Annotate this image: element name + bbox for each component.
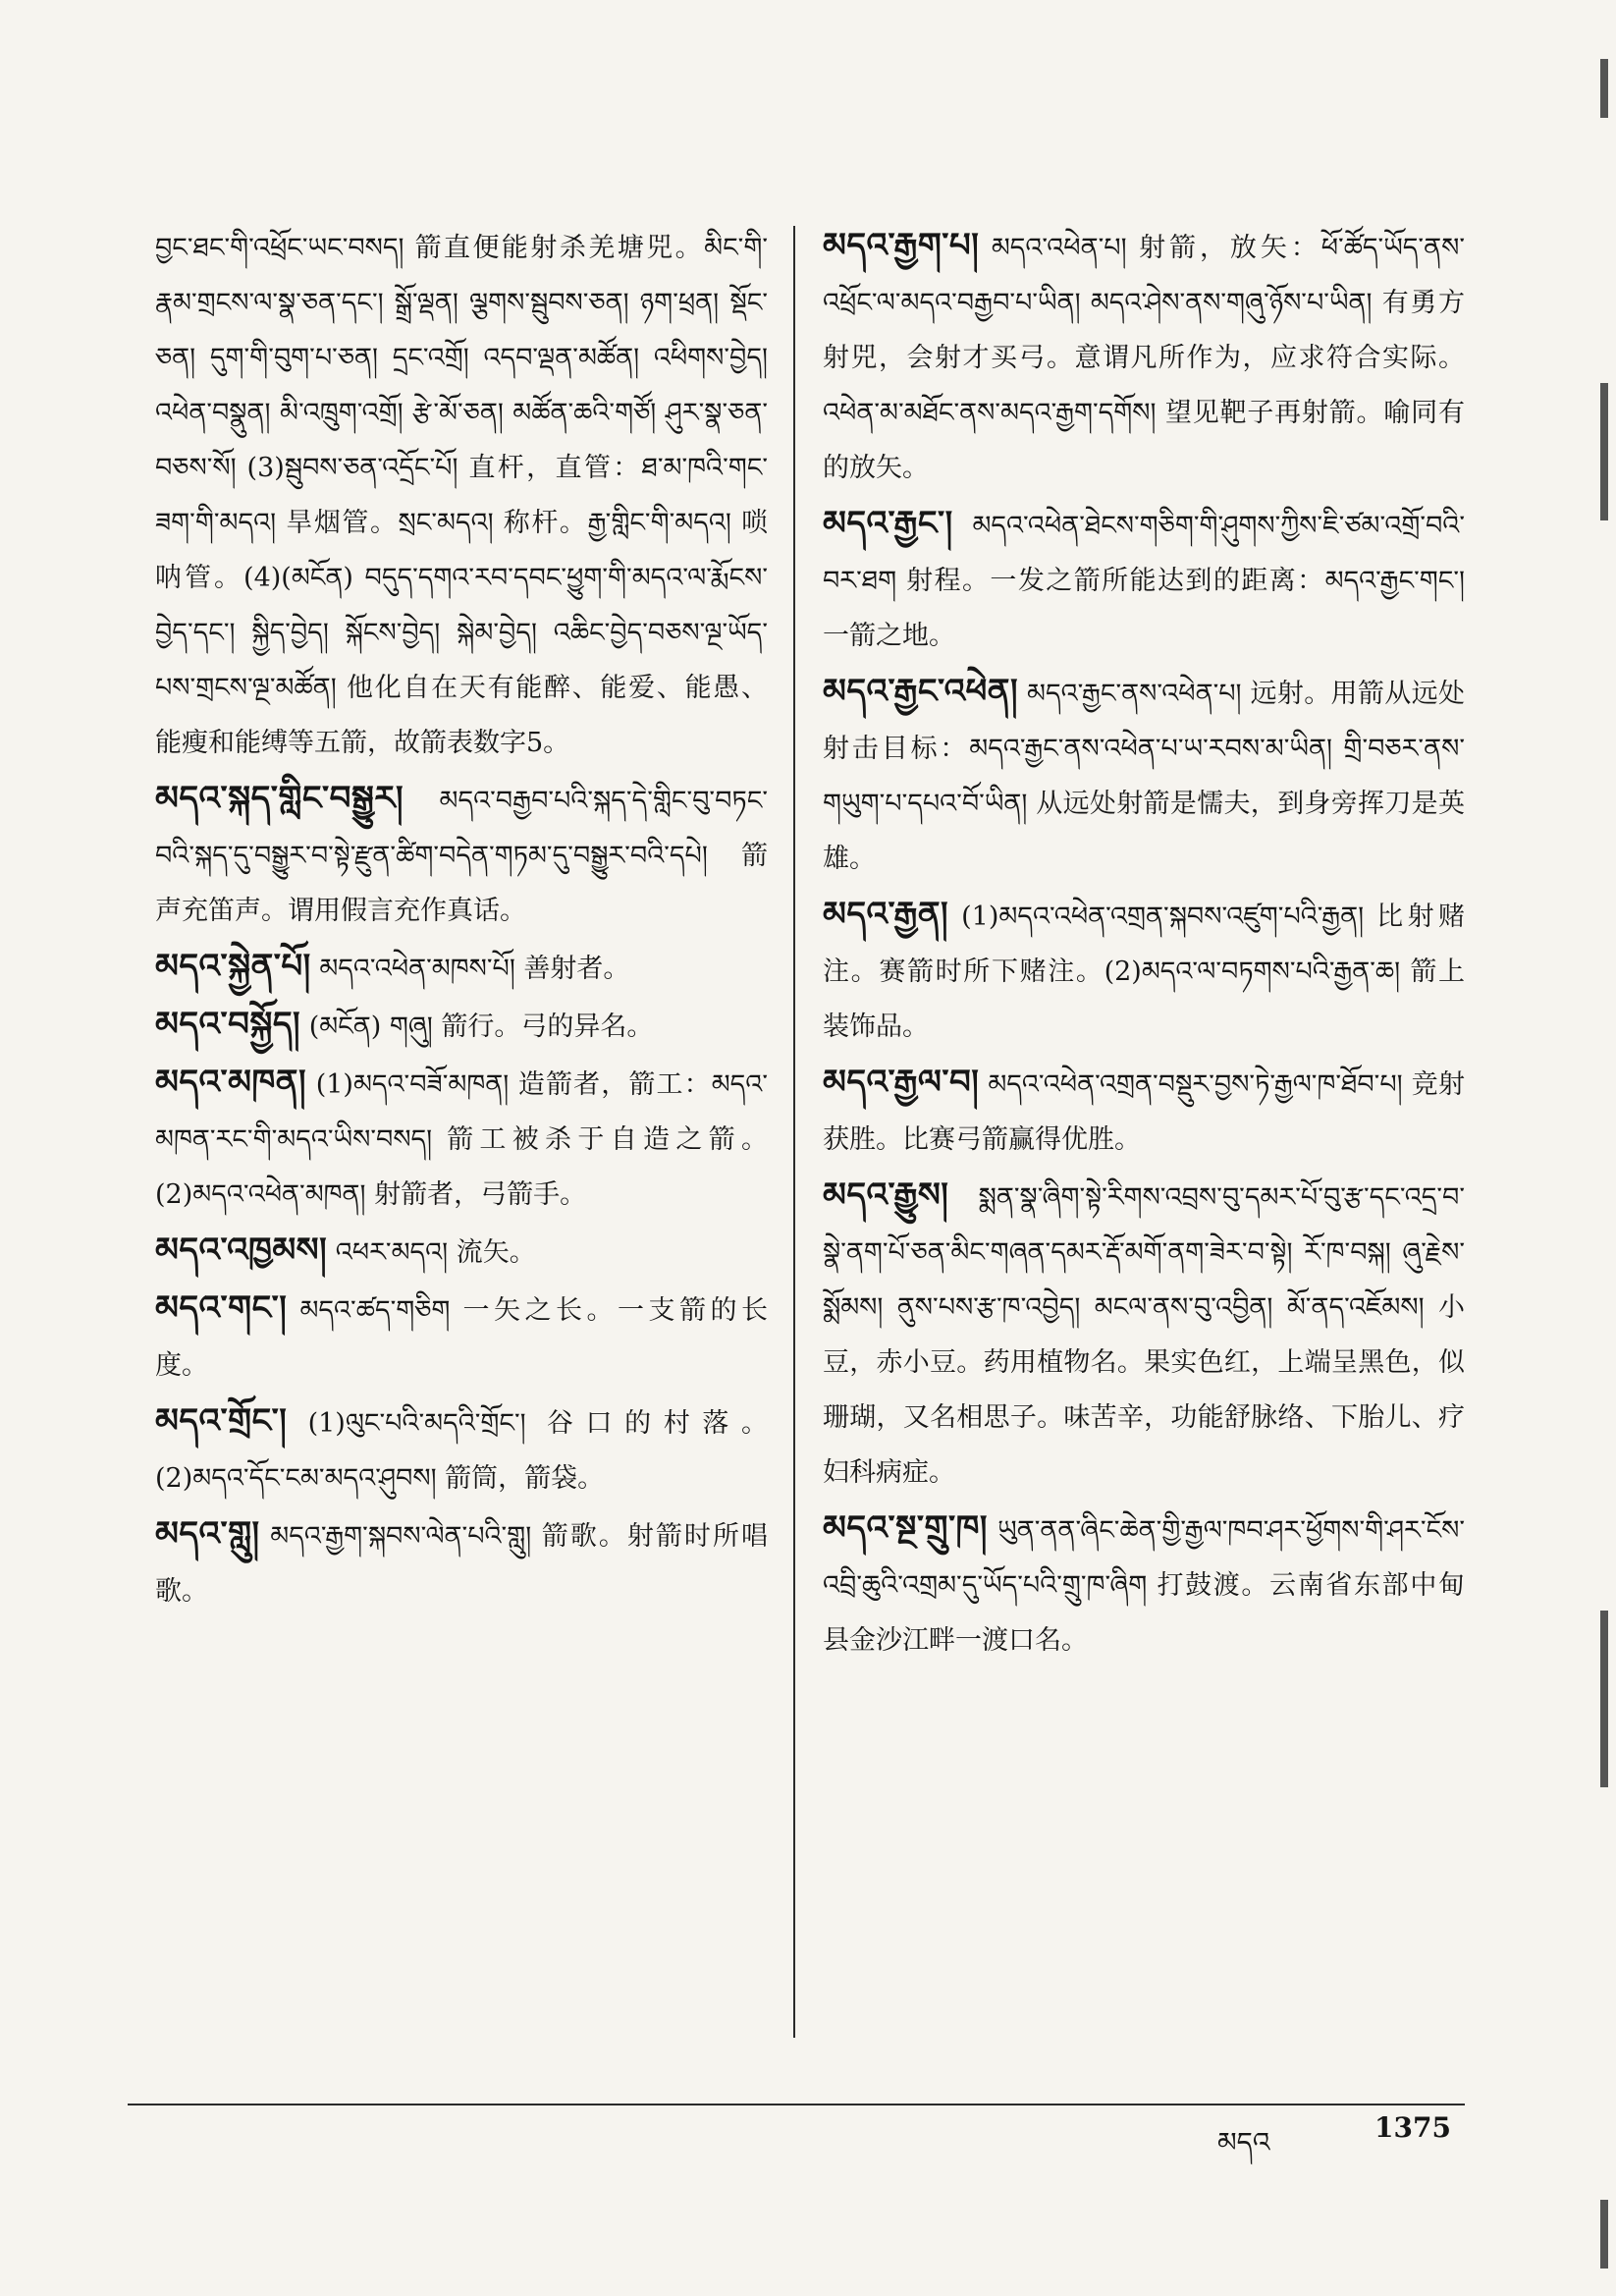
dictionary-entry xyxy=(823,887,1465,1055)
definition: མདའ་འཕེན་པ། 射箭，放矢：ཕོ་ཚོད་ཡོད་ནས་འཕྲོང་ལ་མདའ་བརྒྱབ་པ་ཡིན། མདའ་ཤེས་ནས་གཞུ་ཉོས་པ་ཡིན། 有勇方射兕，会射才买弓。意谓凡所作为，应求符合实际。འཕེན་མ་མཐོང་ནས་མདའ་རྒྱག་དགོས། 望见靶子再射箭。喻同有的放矢。 xyxy=(823,233,1465,483)
definition: བྱང་ཐང་གི་འཕྲོང་ཡང་བསད། 箭直便能射杀羌塘兕。མིང་གི་རྣམ་གྲངས་ལ་སྣ་ཅན་དང་། སྒྲོ་ལྡན། ལྕགས་སྦུབས་ཅན། ཉག་ཕྲན། སྡོང་ཅན། དུག་གི་བུག་པ་ཅན། དྲང་འགྲོ། འདབ་ལྡན་མཚོན། འཕིགས་བྱེད། འཕེན་བསྣུན། མི་འཁྲུག་འགྲོ། རྩེ་མོ་ཅན། མཚོན་ཆའི་གཙོ། ཤུར་སྣ་ཅན་བཅས་སོ། (3)སྦུབས་ཅན་འདྲོང་པོ། 直杆，直管：ཐ་མ་ཁའི་གང་ཟག་གི་མདའ། 旱烟管。སྲང་མདའ། 称杆。རྒྱ་གླིང་གི་མདའ། 唢呐管。(4)(མངོན) བདུད་དགའ་རབ་དབང་ཕྱུག་གི་མདའ་ལ་རྨོངས་བྱེད་དང་། སྐྱིད་བྱེད། སྐོངས་བྱེད། སྐེམ་བྱེད། འཆིང་བྱེད་བཅས་ལྔ་ཡོད་པས་གྲངས་ལྔ་མཚོན། 他化自在天有能醉、能爱、能愚、能瘦和能缚等五箭，故箭表数字5。 xyxy=(155,233,768,758)
headword: མདའ་རྒྱུས། xyxy=(823,1175,949,1215)
headword: མདའ་འཁྱམས། xyxy=(155,1230,328,1270)
definition: མདའ་བརྒྱབ་པའི་སྐད་དེ་གླིང་བུ་བཏང་བའི་སྐད་དུ་བསྒྱུར་བ་སྟེ་རྫུན་ཚིག་བདེན་གཏམ་དུ་བསྒྱུར་བའི་དཔེ། 箭声充笛声。谓用假言充作真话。 xyxy=(155,786,768,926)
definition: མདའ་འཕེན་མཁས་པོ། 善射者。 xyxy=(319,954,630,984)
headword: མདའ་རྒྱག་པ། xyxy=(823,226,980,265)
left-column xyxy=(155,218,768,1619)
headword: མདའ་རྒྱང་འཕེན། xyxy=(823,672,1019,711)
dictionary-entry xyxy=(155,1223,768,1281)
definition: མདའ་ཚད་གཅིག 一矢之长。一支箭的长度。 xyxy=(155,1295,768,1381)
definition: མདའ་འཕེན་འགྲན་བསྡུར་བྱས་ཏེ་རྒྱལ་ཁ་ཐོབ་པ། 竞射获胜。比赛弓箭赢得优胜。 xyxy=(823,1069,1465,1155)
dictionary-entry xyxy=(823,218,1465,496)
headword: མདའ་རྒྱན། xyxy=(823,895,949,934)
definition: (1)མདའ་བཟོ་མཁན། 造箭者，箭工：མདའ་མཁན་རང་གི་མདའ་ཡིས་བསད། 箭工被杀于自造之箭。(2)མདའ་འཕེན་མཁན། 射箭者，弓箭手。 xyxy=(155,1069,768,1210)
running-head: མདའ xyxy=(1217,2126,1270,2159)
definition: (མངོན) གཞུ། 箭行。弓的异名。 xyxy=(308,1011,654,1042)
dictionary-entry xyxy=(155,1394,768,1506)
dictionary-entry xyxy=(155,771,768,939)
headword: མདའ་རྒྱལ་བ། xyxy=(823,1063,980,1102)
definition: མདའ་རྒྱག་སྐབས་ལེན་པའི་གླུ། 箭歌。射箭时所唱歌。 xyxy=(155,1521,768,1607)
dictionary-entry xyxy=(823,1168,1465,1501)
dictionary-entry xyxy=(155,997,768,1055)
right-column xyxy=(823,218,1465,1668)
headword: མདའ་མཁན། xyxy=(155,1063,307,1102)
dictionary-entry xyxy=(155,1055,768,1223)
definition: འཕར་མདའ། 流矢。 xyxy=(335,1237,536,1268)
scan-mark xyxy=(1600,383,1608,520)
definition: (1)ལུང་པའི་མདའི་གྲོང་། 谷口的村落。(2)མདའ་དོང་ངམ་མདའ་ཤུབས། 箭筒，箭袋。 xyxy=(155,1408,768,1494)
scan-mark xyxy=(1600,2200,1608,2269)
definition: སྨན་སྣ་ཞིག་སྟེ་རིགས་འབྲས་བུ་དམར་པོ་བུ་རྩ་དང་འདྲ་བ་སྣེ་ནག་པོ་ཅན་མིང་གཞན་དམར་རྡོ་མགོ་ནག་ཟེར་བ་སྟེ། རོ་ཁ་བསྐ། ཞུ་རྗེས་སྨོམས། ནུས་པས་རྩ་ཁ་འབྱེད། མངལ་ནས་བུ་འབྱིན། མོ་ནད་འཇོམས། 小豆，赤小豆。药用植物名。果实色红，上端呈黑色，似珊瑚，又名相思子。味苦辛，功能舒脉络、下胎儿、疗妇科病症。 xyxy=(823,1182,1465,1488)
dictionary-entry xyxy=(155,218,768,771)
scan-mark xyxy=(1600,59,1608,118)
headword: མདའ་སྐྱེན་པོ། xyxy=(155,947,311,986)
page-number: 1375 xyxy=(1374,2111,1451,2144)
definition: (1)མདའ་འཕེན་འགྲན་སྐབས་འཛུག་པའི་རྒྱན། 比射赌注。赛箭时所下赌注。(2)མདའ་ལ་བཏགས་པའི་རྒྱན་ཆ། 箭上装饰品。 xyxy=(823,902,1466,1042)
definition: ཡུན་ནན་ཞིང་ཆེན་གྱི་རྒྱལ་ཁབ་ཤར་ཕྱོགས་གི་ཤར་ངོས་འབྲི་ཆུའི་འགྲམ་དུ་ཡོད་པའི་གྲུ་ཁ་ཞིག 打鼓渡。云南省东部中甸县金沙江畔一渡口名。 xyxy=(823,1515,1465,1656)
headword: མདའ་རྒྱང་། xyxy=(823,504,953,543)
headword: མདའ་གང་། xyxy=(155,1288,288,1328)
headword: མདའ་སྔ་གྲུ་ཁ། xyxy=(823,1508,988,1548)
dictionary-entry xyxy=(823,1055,1465,1168)
headword: མདའ་སྐད་གླིང་བསྒྱུར། xyxy=(155,779,404,818)
dictionary-entry xyxy=(155,1506,768,1619)
footer-rule xyxy=(128,2104,1465,2105)
definition: མདའ་འཕེན་ཐེངས་གཅིག་གི་ཤུགས་ཀྱིས་ཇི་ཙམ་འགྲོ་བའི་བར་ཐག 射程。一发之箭所能达到的距离：མདའ་རྒྱང་གང་། 一箭之地。 xyxy=(823,511,1465,651)
column-divider xyxy=(793,226,795,2038)
headword: མདའ་གླུ། xyxy=(155,1514,260,1554)
scan-mark xyxy=(1600,1611,1608,1787)
definition: མདའ་རྒྱང་ནས་འཕེན་པ། 远射。用箭从远处射击目标：མདའ་རྒྱང་ནས་འཕེན་པ་ཡ་རབས་མ་ཡིན། གྲི་བཅར་ནས་གཡུག་པ་དཔའ་བོ་ཡིན། 从远处射箭是懦夫，到身旁挥刀是英雄。 xyxy=(823,679,1465,874)
dictionary-entry xyxy=(823,1501,1465,1668)
headword: མདའ་བསྐྱོད། xyxy=(155,1005,301,1044)
dictionary-entry xyxy=(823,496,1465,664)
scan-edge-marks xyxy=(1579,59,1608,2269)
dictionary-entry xyxy=(155,1281,768,1394)
headword: མདའ་གྲོང་། xyxy=(155,1401,288,1441)
dictionary-entry xyxy=(155,939,768,997)
dictionary-entry xyxy=(823,664,1465,887)
